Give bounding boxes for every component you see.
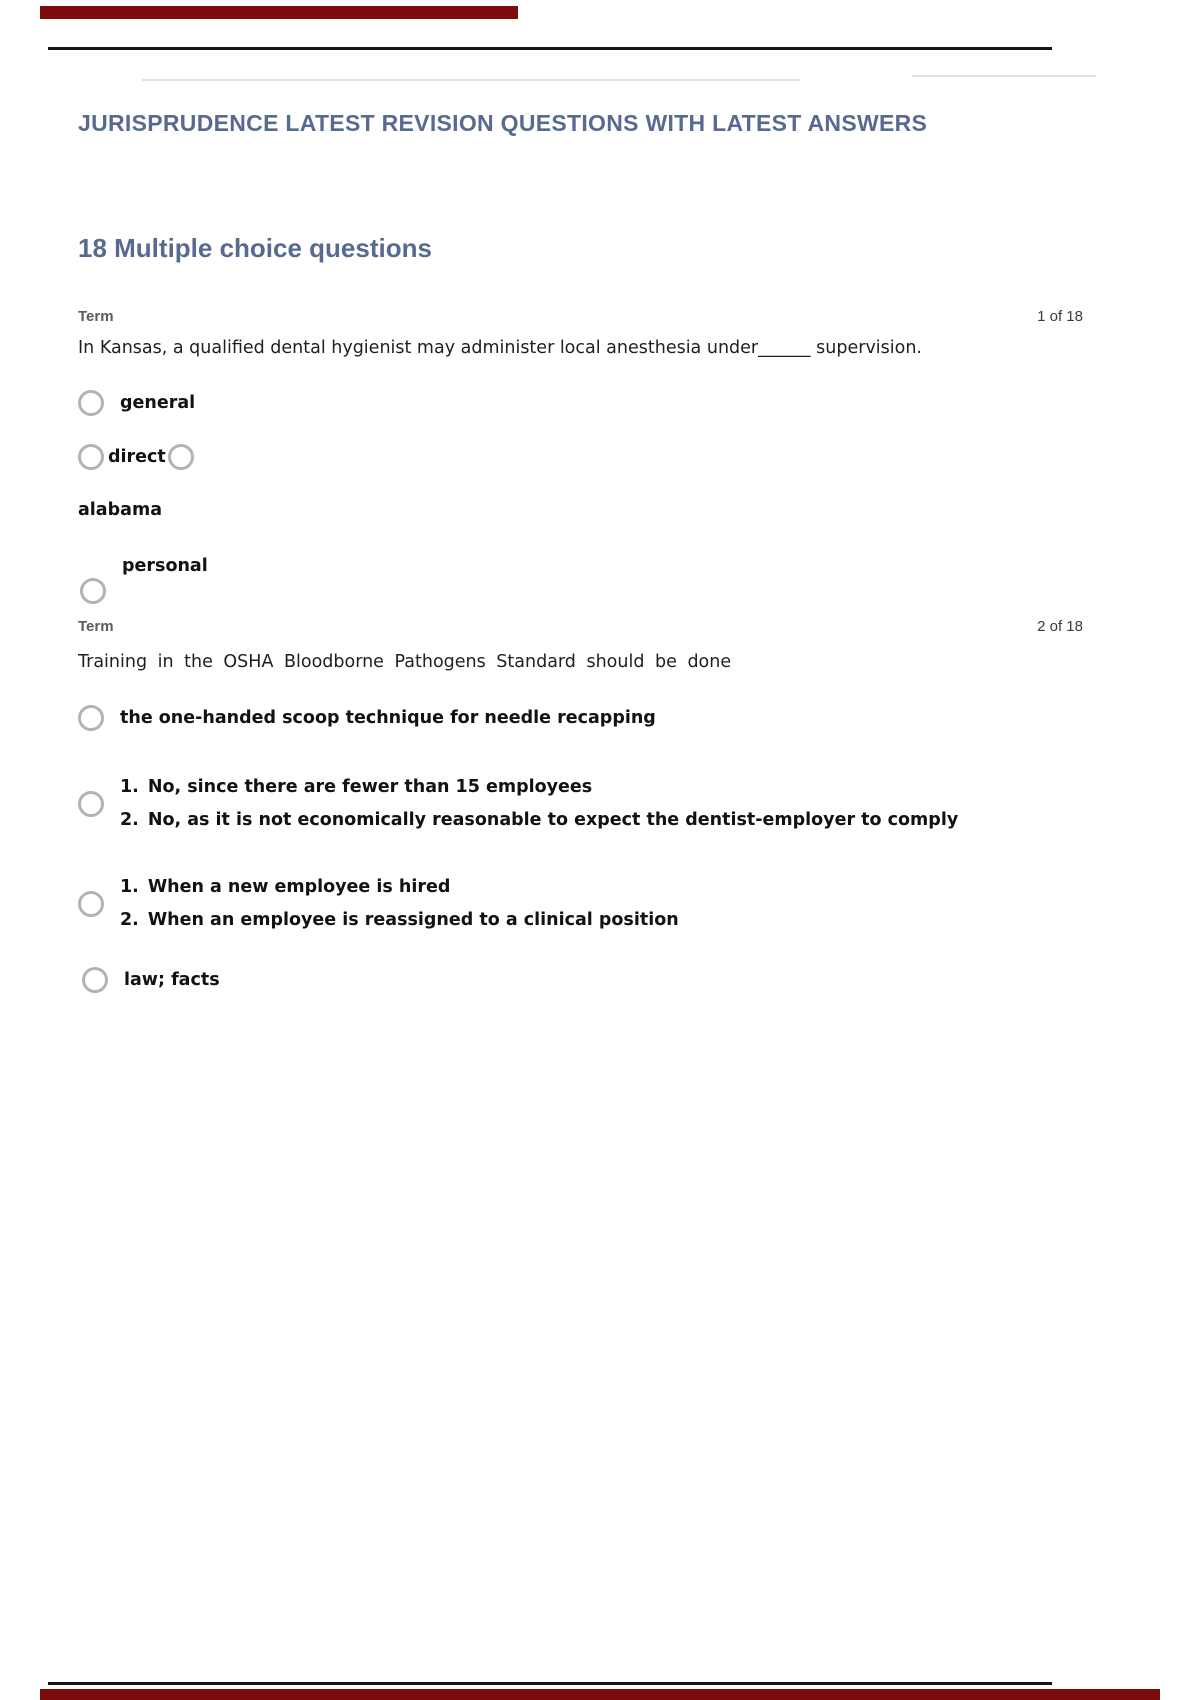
option-multiline-label[interactable] bbox=[120, 771, 958, 837]
scan-artifact-line bbox=[912, 75, 1096, 77]
page-content bbox=[0, 110, 1200, 993]
answer-option-no-compliance[interactable] bbox=[78, 771, 1083, 837]
option-label[interactable]: law; facts bbox=[124, 970, 220, 990]
radio-button-icon[interactable] bbox=[78, 390, 104, 416]
option-label[interactable]: the one-handed scoop technique for needle recapping bbox=[120, 708, 656, 728]
bottom-red-bar bbox=[40, 1689, 1160, 1700]
bottom-horizontal-rule bbox=[48, 1682, 1052, 1685]
option-multiline-label[interactable] bbox=[120, 871, 679, 937]
radio-button-icon[interactable] bbox=[80, 578, 106, 604]
page-title: JURISPRUDENCE LATEST REVISION QUESTIONS WITH LATEST ANSWERS bbox=[78, 110, 928, 136]
question-text-q2: Training in the OSHA Bloodborne Pathogens Standard should be done bbox=[78, 652, 732, 672]
top-red-bar bbox=[40, 6, 518, 19]
answer-option-general[interactable] bbox=[78, 390, 1083, 416]
radio-button-icon[interactable] bbox=[78, 444, 104, 470]
scan-artifact-line bbox=[142, 79, 800, 81]
answer-option-personal[interactable] bbox=[78, 556, 1083, 604]
option-line-text[interactable]: No, as it is not economically reasonable to expect the dentist-employer to comply bbox=[147, 810, 959, 830]
answer-option-new-employee[interactable] bbox=[78, 871, 1083, 937]
question-text-q1: In Kansas, a qualified dental hygienist may administer local anesthesia under______ supervision. bbox=[78, 338, 922, 358]
option-line-text[interactable]: When an employee is reassigned to a clinical position bbox=[147, 910, 679, 930]
top-horizontal-rule bbox=[48, 47, 1052, 50]
term-label: Term bbox=[78, 308, 114, 325]
section-heading: 18 Multiple choice questions bbox=[78, 233, 432, 263]
question-counter: 2 of 18 bbox=[1037, 618, 1083, 635]
option-line[interactable] bbox=[120, 871, 679, 904]
term-header-q1 bbox=[78, 308, 1083, 325]
answer-option-alabama[interactable] bbox=[78, 500, 1083, 520]
answer-option-law-facts[interactable] bbox=[78, 967, 1083, 993]
answer-option-scoop-technique[interactable] bbox=[78, 705, 1083, 731]
option-line[interactable] bbox=[120, 904, 679, 937]
option-line[interactable] bbox=[120, 771, 958, 804]
question-counter: 1 of 18 bbox=[1037, 308, 1083, 325]
option-label[interactable]: direct bbox=[108, 447, 166, 467]
option-line[interactable] bbox=[120, 804, 958, 837]
list-number: 1. bbox=[120, 777, 139, 797]
list-number: 1. bbox=[120, 877, 139, 897]
answer-option-direct[interactable] bbox=[78, 444, 1083, 470]
option-label[interactable]: alabama bbox=[78, 500, 162, 520]
option-label[interactable]: general bbox=[120, 393, 196, 413]
term-label: Term bbox=[78, 618, 114, 635]
radio-button-icon[interactable] bbox=[78, 891, 104, 917]
radio-button-icon[interactable] bbox=[78, 791, 104, 817]
option-line-text[interactable]: When a new employee is hired bbox=[147, 877, 451, 897]
list-number: 2. bbox=[120, 910, 139, 930]
radio-button-icon[interactable] bbox=[82, 967, 108, 993]
radio-button-icon[interactable] bbox=[168, 444, 194, 470]
term-header-q2 bbox=[78, 618, 1083, 635]
option-label[interactable]: personal bbox=[122, 556, 208, 576]
list-number: 2. bbox=[120, 810, 139, 830]
radio-button-icon[interactable] bbox=[78, 705, 104, 731]
option-line-text[interactable]: No, since there are fewer than 15 employees bbox=[147, 777, 593, 797]
